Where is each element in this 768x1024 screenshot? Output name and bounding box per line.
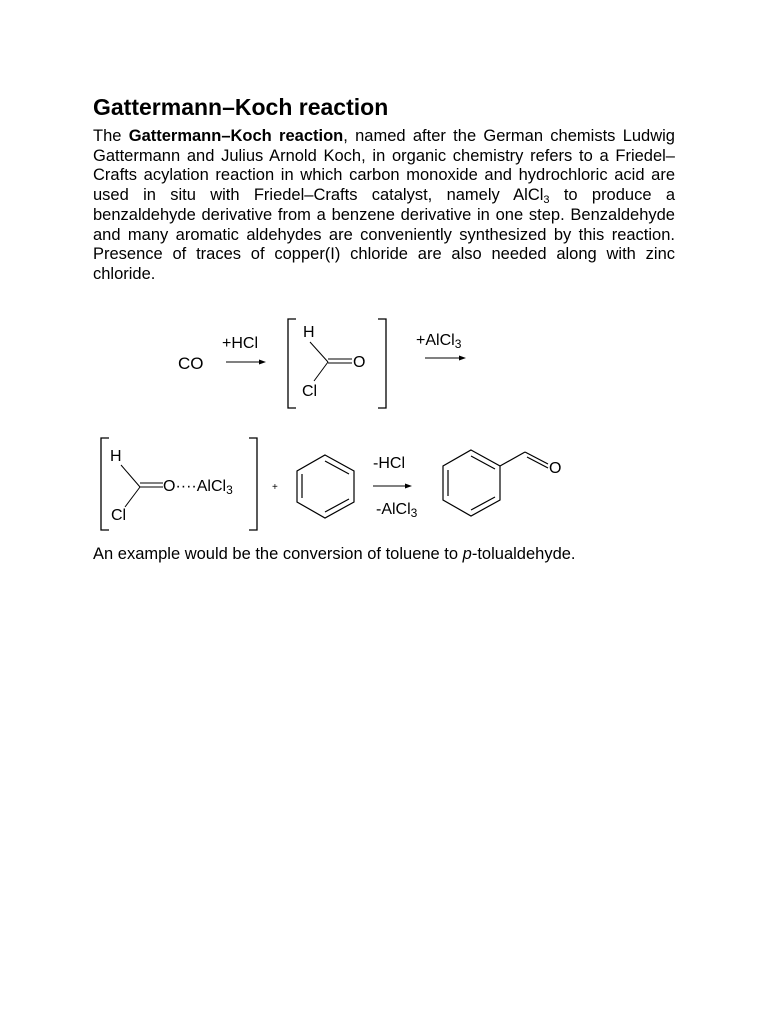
intermediate-h: H [303, 324, 315, 341]
bracket-left-2 [101, 438, 109, 530]
co-label: CO [178, 354, 204, 373]
intermediate-cl: Cl [302, 383, 318, 400]
example-text-1: An example would be the conversion of toluene to [93, 545, 463, 563]
aldehyde-o: O [549, 460, 562, 477]
bond-c-cl [314, 362, 328, 381]
arrow-1-head [259, 360, 266, 365]
complex-bond-c-cl [125, 487, 140, 507]
paragraph-text-2: to produce a benzaldehyde derivative from a benzene derivative in one step. Benzaldehyde and many aromatic aldehydes are conveniently synthesized by this reaction. Presence of traces of copper(I) chloride are also needed along with zinc chloride. [93, 186, 675, 283]
benzene-double-1 [325, 461, 349, 474]
example-italic-p: p [462, 545, 472, 563]
bracket-left-1 [288, 319, 296, 408]
bracket-right-2 [249, 438, 257, 530]
benzene-double-2 [325, 499, 349, 512]
aldehyde-bond-o-1 [525, 452, 548, 464]
subscript-3: 3 [543, 194, 550, 207]
minus-alcl3-label: -AlCl3 [376, 501, 418, 520]
intermediate-o: O [353, 354, 366, 371]
complex-bond-h-c [121, 465, 140, 487]
benzaldehyde-ring [443, 450, 500, 516]
complex-cl: Cl [111, 507, 127, 524]
arrow-2-head [459, 356, 466, 361]
benzaldehyde-double-2 [471, 497, 495, 510]
complex-o-alcl3: O····AlCl3 [163, 478, 233, 497]
bracket-right-1 [378, 319, 386, 408]
bond-h-c [310, 342, 328, 362]
arrow-3-head [405, 484, 412, 489]
aldehyde-bond-o-2 [527, 457, 548, 468]
alcl3-reagent: +AlCl3 [416, 332, 462, 351]
hcl-reagent: +HCl [222, 335, 259, 352]
example-text-2: -tolualdehyde. [471, 545, 576, 563]
page-title: Gattermann–Koch reaction [93, 94, 389, 120]
complex-h: H [110, 448, 122, 465]
aldehyde-bond-c [500, 452, 525, 466]
intro-the: The [93, 127, 129, 145]
plus-sign: + [272, 482, 278, 493]
intro-paragraph [93, 127, 675, 285]
reaction-term: Gattermann–Koch reaction [128, 127, 344, 145]
benzene-ring [297, 455, 354, 518]
minus-hcl-label: -HCl [373, 455, 405, 472]
example-sentence [93, 544, 576, 564]
paragraph-text-1: , named after the German chemists Ludwig Gattermann and Julius Arnold Koch, in organic chemistry refers to a Friedel–Crafts acylation reaction in which carbon monoxide and hydrochloric acid are used in situ with Friedel–Crafts catalyst, namely AlCl [93, 127, 675, 205]
benzaldehyde-double-1 [471, 456, 495, 469]
